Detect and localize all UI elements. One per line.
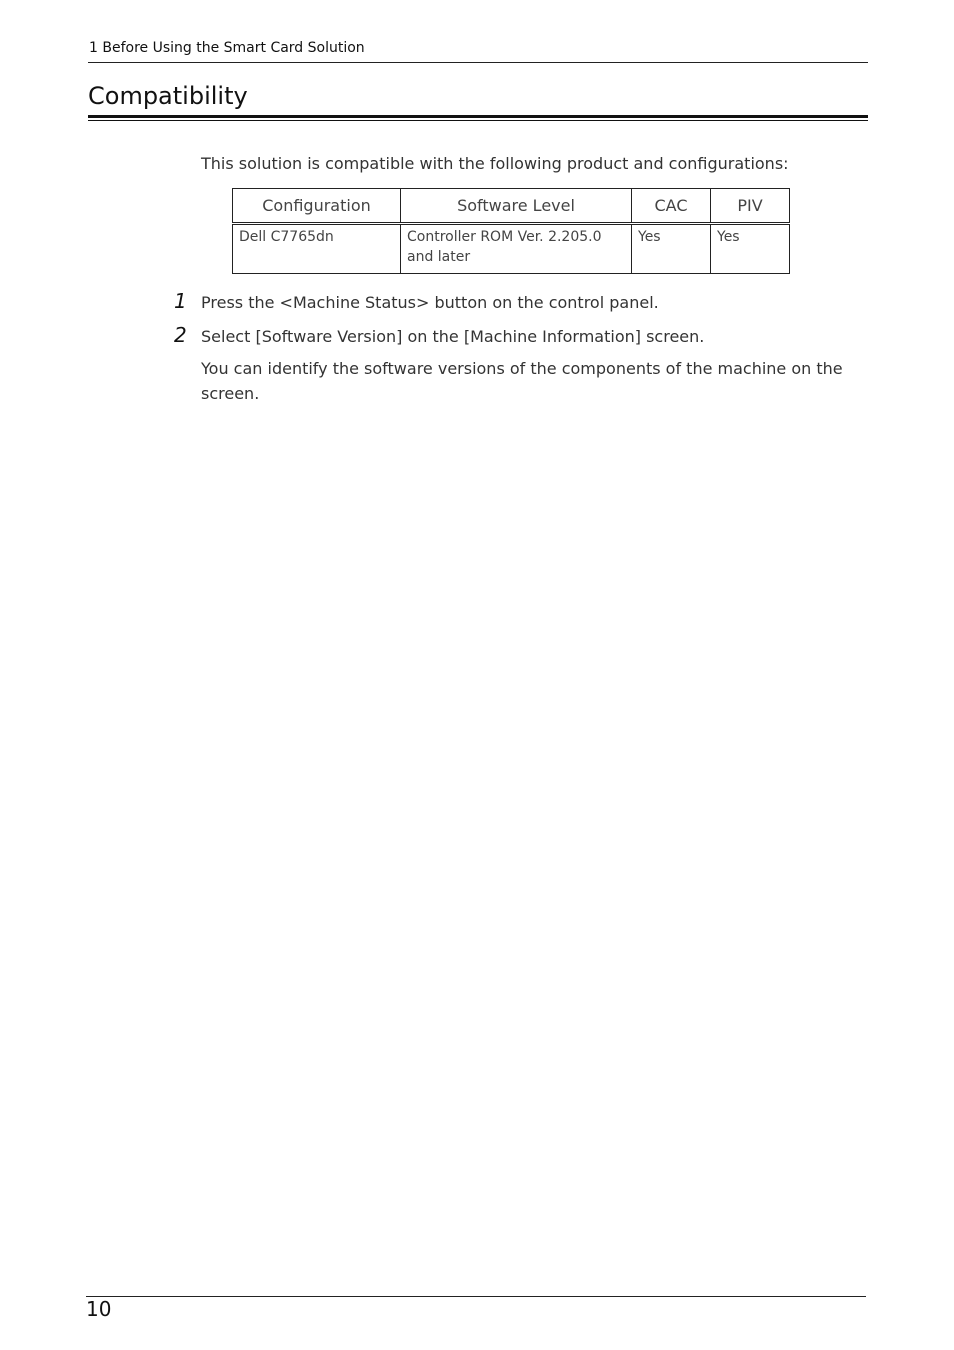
step-number-1: 1: [174, 289, 187, 313]
footer-rule: [86, 1296, 866, 1297]
column-header-cac: CAC: [632, 189, 711, 224]
cell-piv: Yes: [711, 224, 790, 274]
column-header-configuration: Configuration: [233, 189, 401, 224]
title-rule-thick: [88, 115, 868, 118]
step-text-2: Select [Software Version] on the [Machine Information] screen.: [201, 327, 705, 346]
cell-software-level: Controller ROM Ver. 2.205.0 and later: [401, 224, 632, 274]
step-note-2: You can identify the software versions of the components of the machine on the screen.: [201, 359, 843, 403]
step-number-2: 2: [174, 323, 187, 347]
page-number: 10: [86, 1297, 112, 1321]
column-header-piv: PIV: [711, 189, 790, 224]
header-rule: [88, 62, 868, 63]
column-header-software-level: Software Level: [401, 189, 632, 224]
table-header-row: [233, 189, 790, 224]
compatibility-table: [232, 188, 790, 274]
section-title: Compatibility: [88, 82, 248, 110]
step-text-1: Press the <Machine Status> button on the control panel.: [201, 293, 659, 312]
intro-text: This solution is compatible with the following product and configurations:: [201, 154, 789, 173]
title-rule-thin: [88, 120, 868, 121]
cell-cac: Yes: [632, 224, 711, 274]
table-row: [233, 224, 790, 274]
running-header: 1 Before Using the Smart Card Solution: [89, 40, 365, 56]
cell-configuration: Dell C7765dn: [233, 224, 401, 274]
